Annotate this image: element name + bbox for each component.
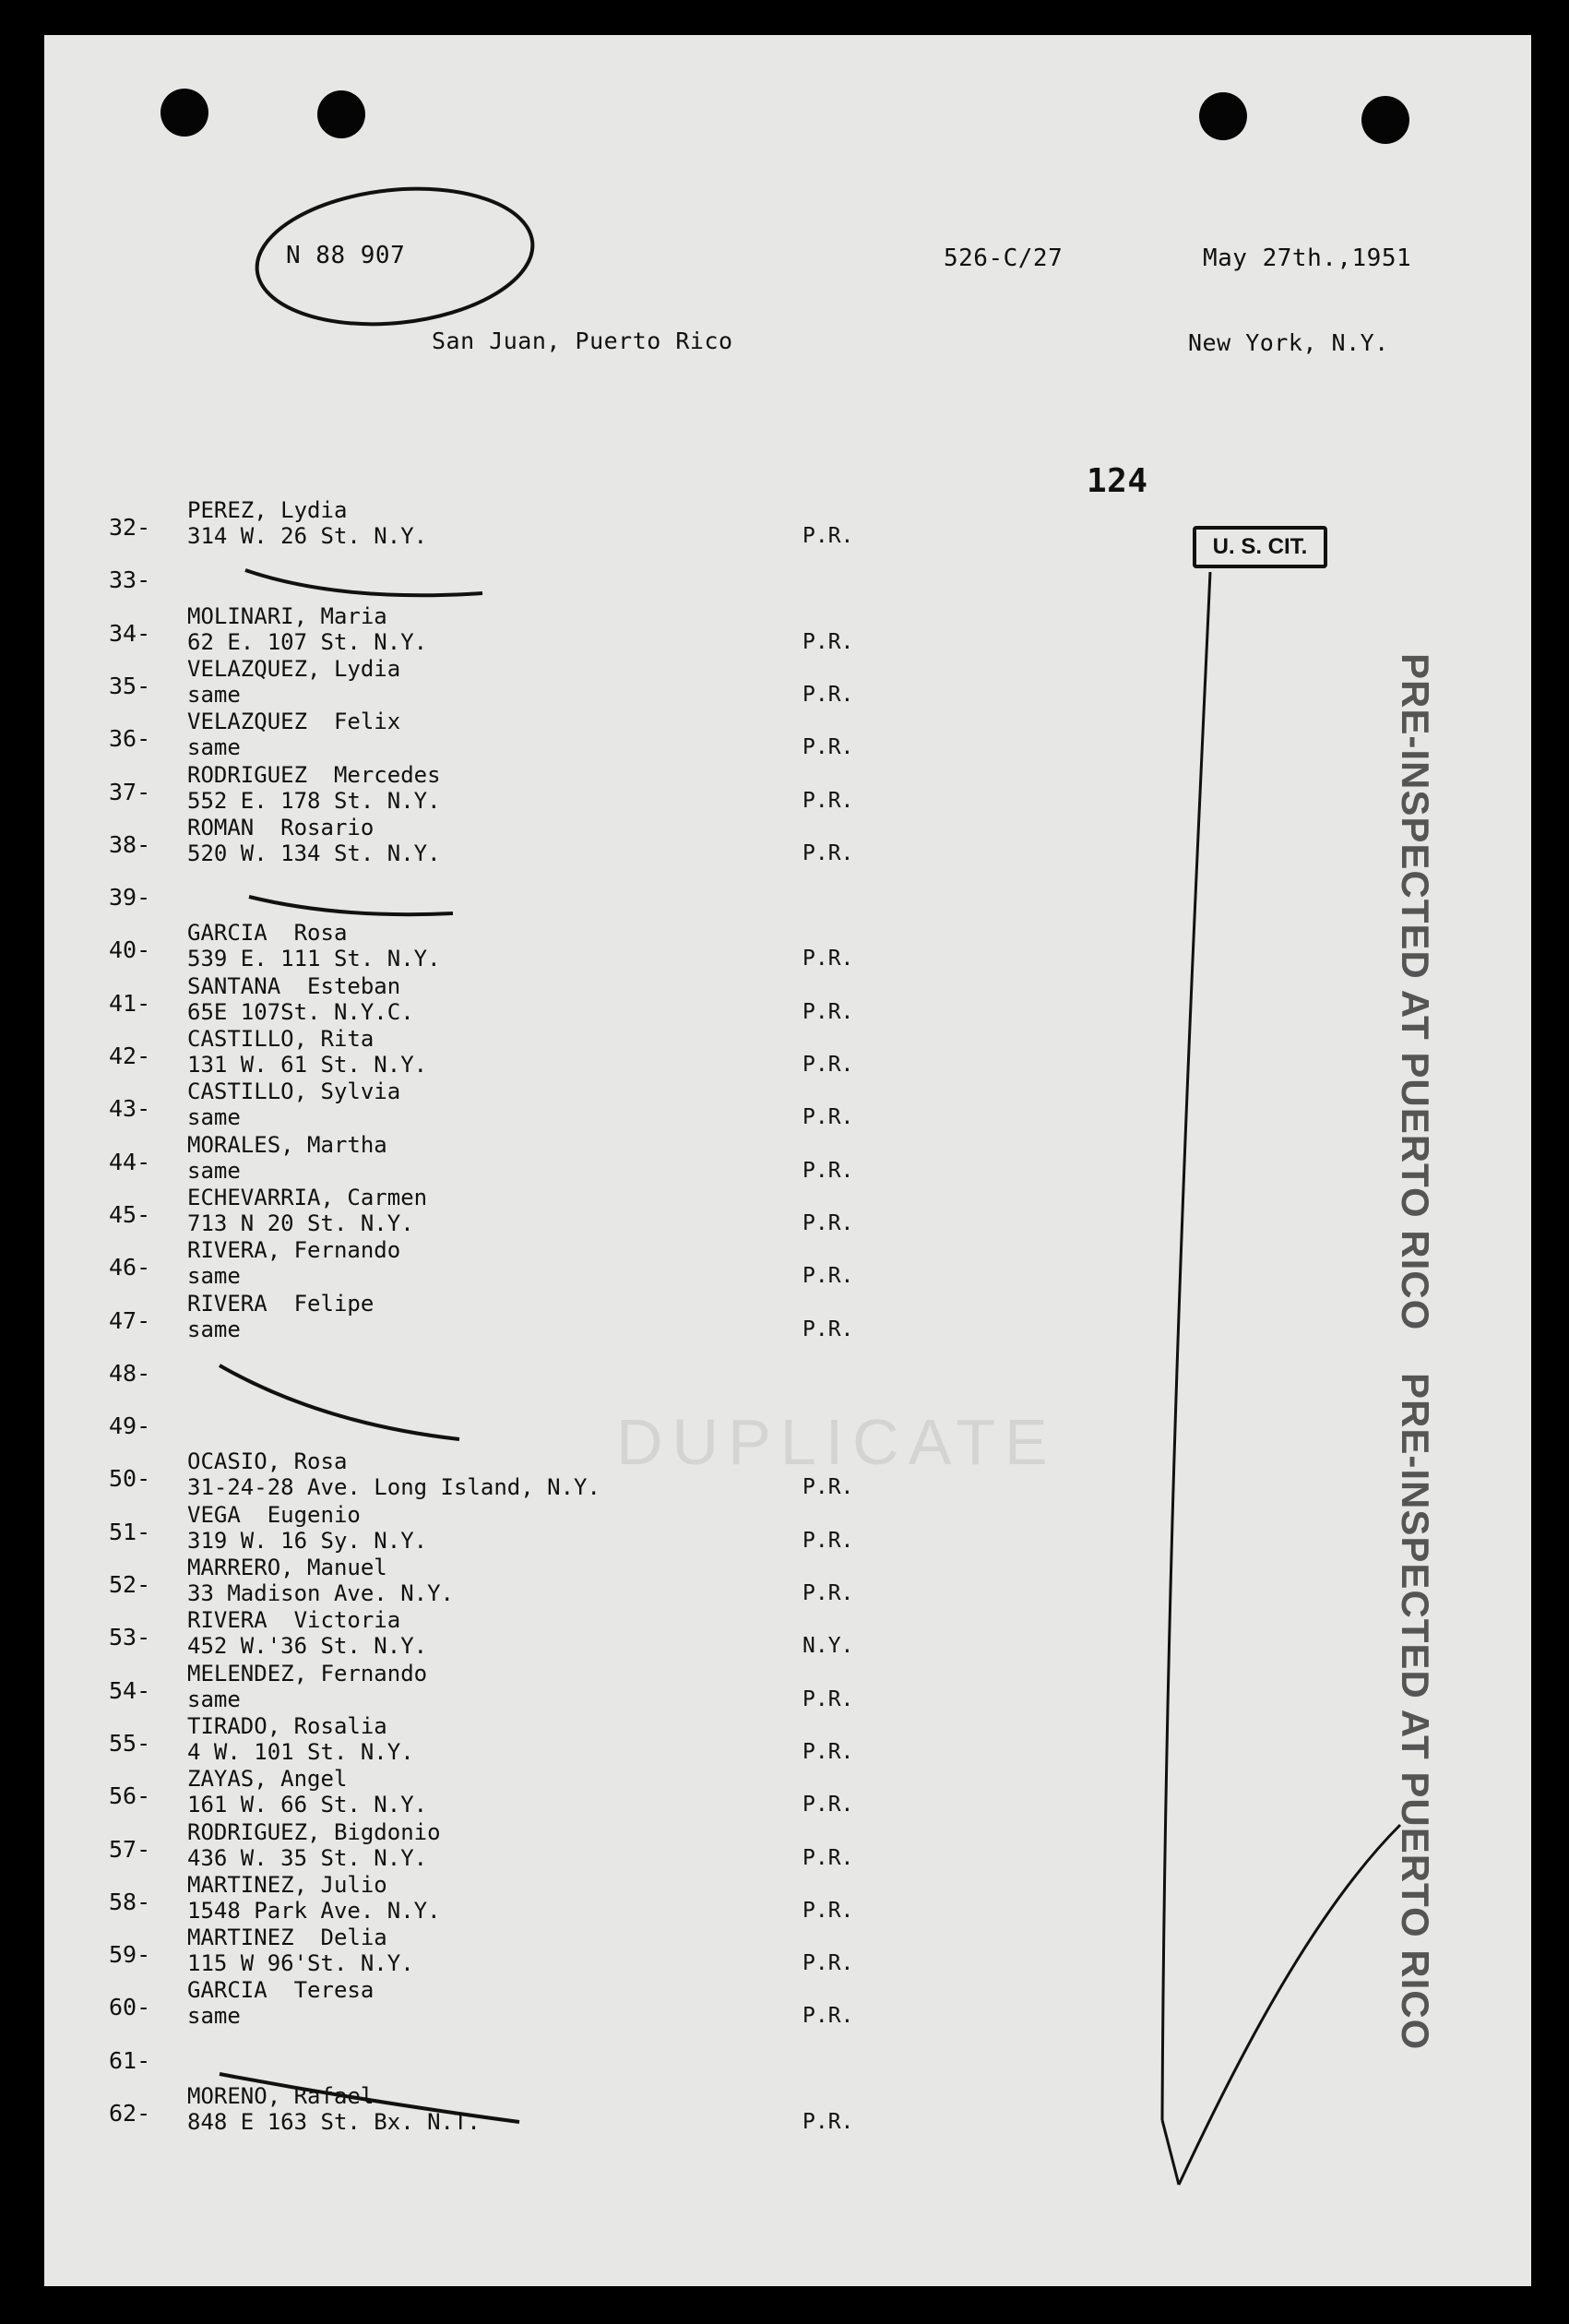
citizenship: P.R.: [802, 1951, 854, 1975]
port-of-destination: New York, N.Y.: [1188, 329, 1389, 356]
blank-row-mark: [220, 2074, 519, 2122]
passenger-name: VELAZQUEZ Felix: [187, 709, 401, 734]
passenger-address: 1548 Park Ave. N.Y.: [187, 1898, 441, 1924]
citizenship: P.R.: [802, 683, 854, 707]
citizenship-bracket-line: [1162, 2120, 1179, 2185]
blank-row-mark: [220, 1365, 459, 1439]
citizenship: N.Y.: [802, 1634, 854, 1658]
citizenship: P.R.: [802, 1793, 854, 1817]
citizenship: P.R.: [802, 1264, 854, 1288]
entry-number: 38-: [109, 831, 151, 858]
page-number: 124: [1087, 462, 1148, 500]
entry-number: 36-: [109, 725, 151, 752]
blank-row-mark: [245, 570, 482, 595]
passenger-name: MORENO, Rafael: [187, 2083, 374, 2109]
entry-number: 46-: [109, 1254, 151, 1281]
entry-number: 57-: [109, 1836, 151, 1863]
passenger-name: MARTINEZ Delia: [187, 1925, 387, 1950]
passenger-name: ZAYAS, Angel: [187, 1766, 348, 1792]
passenger-address: same: [187, 682, 241, 708]
entry-number: 48-: [109, 1360, 151, 1387]
entry-number: 51-: [109, 1519, 151, 1545]
passenger-address: 436 W. 35 St. N.Y.: [187, 1845, 428, 1871]
passenger-address: 520 W. 134 St. N.Y.: [187, 840, 441, 866]
entry-number: 37-: [109, 779, 151, 805]
passenger-address: same: [187, 1317, 241, 1342]
passenger-address: 4 W. 101 St. N.Y.: [187, 1739, 414, 1765]
entry-number: 60-: [109, 1994, 151, 2020]
passenger-name: RODRIGUEZ, Bigdonio: [187, 1819, 441, 1845]
passenger-address: 161 W. 66 St. N.Y.: [187, 1792, 428, 1817]
passenger-name: TIRADO, Rosalia: [187, 1713, 387, 1739]
entry-number: 61-: [109, 2047, 151, 2074]
citizenship: P.R.: [802, 1105, 854, 1129]
citizenship: P.R.: [802, 2004, 854, 2028]
entry-number: 54-: [109, 1677, 151, 1704]
citizenship: P.R.: [802, 524, 854, 548]
entry-number: 44-: [109, 1149, 151, 1175]
entry-number: 41-: [109, 990, 151, 1017]
passenger-name: RIVERA Victoria: [187, 1607, 401, 1633]
passenger-name: ECHEVARRIA, Carmen: [187, 1185, 428, 1210]
passenger-address: 552 E. 178 St. N.Y.: [187, 788, 441, 814]
entry-number: 59-: [109, 1941, 151, 1968]
passenger-name: GARCIA Teresa: [187, 1977, 374, 2003]
passenger-name: SANTANA Esteban: [187, 973, 401, 999]
passenger-address: 713 N 20 St. N.Y.: [187, 1210, 414, 1236]
handwritten-marks: [44, 35, 1531, 2286]
passenger-name: RIVERA, Fernando: [187, 1237, 401, 1263]
entry-number: 62-: [109, 2100, 151, 2127]
passenger-address: 539 E. 111 St. N.Y.: [187, 946, 441, 971]
passenger-name: MELENDEZ, Fernando: [187, 1661, 428, 1686]
passenger-address: 33 Madison Ave. N.Y.: [187, 1580, 454, 1606]
entry-number: 52-: [109, 1571, 151, 1598]
passenger-address: same: [187, 1263, 241, 1289]
entry-number: 49-: [109, 1412, 151, 1439]
citizenship: P.R.: [802, 1475, 854, 1499]
citizenship: P.R.: [802, 1740, 854, 1764]
citizenship: P.R.: [802, 947, 854, 971]
passenger-name: RODRIGUEZ Mercedes: [187, 762, 441, 788]
passenger-address: same: [187, 1686, 241, 1712]
passenger-name: ROMAN Rosario: [187, 815, 374, 840]
us-citizen-stamp: U. S. CIT.: [1193, 526, 1327, 568]
preinspected-stamp-second: PRE-INSPECTED AT PUERTO RICO: [1394, 1373, 1437, 2051]
entry-number: 32-: [109, 514, 151, 541]
citizenship: P.R.: [802, 630, 854, 654]
manifest-date: May 27th.,1951: [1203, 244, 1412, 272]
citizenship: P.R.: [802, 1529, 854, 1553]
passenger-address: 452 W.'36 St. N.Y.: [187, 1633, 428, 1659]
passenger-name: CASTILLO, Sylvia: [187, 1079, 401, 1104]
blank-row-mark: [249, 897, 453, 914]
citizenship-bracket-line: [1162, 572, 1210, 2120]
passenger-address: 319 W. 16 Sy. N.Y.: [187, 1528, 428, 1554]
passenger-name: VEGA Eugenio: [187, 1502, 361, 1528]
entry-number: 47-: [109, 1307, 151, 1334]
citizenship: P.R.: [802, 1899, 854, 1923]
entry-number: 53-: [109, 1624, 151, 1651]
passenger-name: MARRERO, Manuel: [187, 1555, 387, 1580]
citizenship: P.R.: [802, 841, 854, 865]
manifest-reference: 526-C/27: [944, 244, 1064, 272]
preinspected-stamp: PRE-INSPECTED AT PUERTO RICO: [1394, 653, 1437, 1331]
passenger-name: PEREZ, Lydia: [187, 497, 348, 523]
passenger-address: 65E 107St. N.Y.C.: [187, 999, 414, 1025]
passenger-address: 314 W. 26 St. N.Y.: [187, 523, 428, 549]
passenger-name: GARCIA Rosa: [187, 920, 348, 946]
citizenship: P.R.: [802, 1000, 854, 1024]
passenger-name: CASTILLO, Rita: [187, 1026, 374, 1052]
passenger-address: 848 E 163 St. Bx. N.T.: [187, 2109, 481, 2135]
entry-number: 39-: [109, 884, 151, 911]
citizenship: P.R.: [802, 789, 854, 813]
passenger-name: MARTINEZ, Julio: [187, 1872, 387, 1898]
passenger-address: 31-24-28 Ave. Long Island, N.Y.: [187, 1474, 600, 1500]
faded-watermark: DUPLICATE: [616, 1406, 1057, 1478]
citizenship: P.R.: [802, 1053, 854, 1077]
passenger-address: same: [187, 1158, 241, 1184]
citizenship: P.R.: [802, 1846, 854, 1870]
file-number: N 88 907: [286, 242, 406, 269]
port-of-origin: San Juan, Puerto Rico: [432, 328, 733, 354]
passenger-name: VELAZQUEZ, Lydia: [187, 656, 401, 682]
citizenship: P.R.: [802, 1687, 854, 1711]
passenger-address: same: [187, 2003, 241, 2029]
entry-number: 56-: [109, 1782, 151, 1809]
entry-number: 55-: [109, 1730, 151, 1757]
manifest-page: [44, 35, 1531, 2286]
citizenship: P.R.: [802, 735, 854, 759]
citizenship: P.R.: [802, 1317, 854, 1341]
passenger-address: 62 E. 107 St. N.Y.: [187, 629, 428, 655]
entry-number: 45-: [109, 1201, 151, 1228]
entry-number: 43-: [109, 1095, 151, 1122]
entry-number: 58-: [109, 1889, 151, 1915]
passenger-name: OCASIO, Rosa: [187, 1448, 348, 1474]
entry-number: 33-: [109, 566, 151, 593]
entry-number: 35-: [109, 673, 151, 699]
entry-number: 40-: [109, 936, 151, 963]
citizenship: P.R.: [802, 1211, 854, 1235]
citizenship: P.R.: [802, 1581, 854, 1605]
passenger-name: MORALES, Martha: [187, 1132, 387, 1158]
citizenship: P.R.: [802, 2110, 854, 2134]
passenger-address: same: [187, 1104, 241, 1130]
entry-number: 42-: [109, 1043, 151, 1069]
passenger-address: 131 W. 61 St. N.Y.: [187, 1052, 428, 1078]
entry-number: 50-: [109, 1465, 151, 1492]
passenger-name: RIVERA Felipe: [187, 1291, 374, 1317]
passenger-address: 115 W 96'St. N.Y.: [187, 1950, 414, 1976]
checkmark-stroke: [1179, 1825, 1400, 2185]
passenger-address: same: [187, 734, 241, 760]
file-number-circle: [250, 176, 539, 338]
citizenship: P.R.: [802, 1159, 854, 1183]
entry-number: 34-: [109, 620, 151, 647]
passenger-name: MOLINARI, Maria: [187, 603, 387, 629]
